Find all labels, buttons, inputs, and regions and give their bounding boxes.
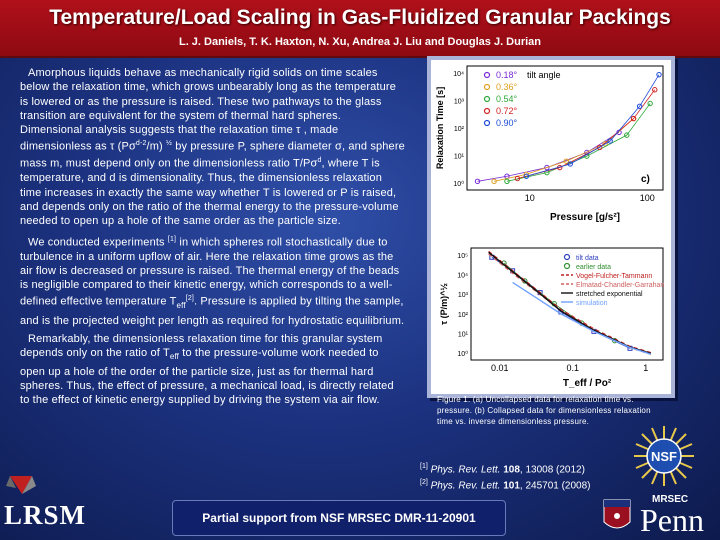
p2-text-a: We conducted experiments — [28, 236, 168, 249]
p1-rest: by pressure P, sphere diameter σ, and sphere mass m, must depend only on the dimensionless ratio T/Pσ — [20, 141, 405, 171]
legend-label: simulation — [576, 300, 608, 307]
x-tick-label: 1 — [643, 363, 649, 373]
authors-line: L. J. Daniels, T. K. Haxton, N. Xu, Andrea J. Liu and Douglas J. Durian — [178, 36, 542, 48]
legend-label: Elmatad-Chandler-Garrahan — [576, 282, 665, 289]
y-axis-label: Relaxation Time [s] — [435, 86, 445, 170]
x-axis-label: Pressure [g/s²] — [549, 212, 621, 223]
p2-text-b: in which spheres roll stochastically due to turbulence in a uniform upflow of air. Here the relaxation time grows as the air flow is decreased or pressure is raised. The thermal energy of the beads is negligible compared to their kinetic energy, which corresponds to a well-defined effective temperature T — [20, 236, 400, 309]
references — [420, 460, 640, 493]
mrsec-label: MRSEC — [652, 494, 689, 505]
data-point — [648, 101, 652, 105]
legend-label: 0.36° — [496, 82, 518, 92]
p3-text-a: Remarkably, the dimensionless relaxation time for this granular system depends only on the ratio of T — [20, 332, 383, 360]
series-connector — [517, 90, 654, 179]
page-title: Temperature/Load Scaling in Gas-Fluidized Granular Packings — [49, 6, 671, 29]
legend-title: tilt angle — [527, 70, 561, 80]
nsf-logo-text: NSF — [651, 449, 677, 464]
p1-text: Amorphous liquids behave as mechanically rigid solids on time scales below the relaxation time, which grows unbearably long as the temperature is lowered or as the pressure is raised. These two pathways to the glass transition are equivalent for the system of thermal hard spheres. Dimensional analysis suggests that the relaxation time τ , made dimensionless as τ (Pσ — [20, 67, 396, 154]
x-tick-label: 0.1 — [566, 363, 580, 373]
p2-sub: eff — [176, 301, 186, 311]
legend-label: Vogel-Fulcher-Tammann — [576, 273, 653, 280]
p1-sup-3: d — [317, 157, 322, 165]
paragraph-1 — [20, 66, 405, 229]
panel-label: c) — [641, 174, 650, 185]
ref-2-vol: 101 — [503, 480, 520, 492]
legend-swatch — [565, 264, 570, 269]
y-tick-label: 10¹ — [453, 153, 464, 161]
p2-sup-2: [2] — [185, 295, 194, 303]
legend-label: 0.90° — [496, 118, 518, 128]
p1-end: , where T is temperature, and d is dimensionality. Thus, the dimensionless relaxation time increases in exactly the same way whether T is lowered or P is raised, and depends only on the ratio of the thermal energy to the pressure-volume needed to open up a hole of the same order as the particle size. — [20, 158, 399, 228]
y-tick-label: 10⁰ — [457, 351, 468, 358]
reference-2 — [420, 476, 640, 492]
y-tick-label: 10³ — [457, 292, 468, 300]
y-tick-label: 10¹ — [457, 331, 468, 339]
series-connector — [526, 75, 659, 177]
series-connector — [507, 104, 650, 182]
ref-1-rest: , 13008 (2012) — [519, 464, 585, 476]
y-axis-label: τ (P/m)^½ — [439, 283, 449, 325]
legend-label: 0.18° — [496, 70, 518, 80]
figure-panel — [427, 56, 675, 398]
legend-label: 0.72° — [496, 106, 518, 116]
legend-swatch — [485, 73, 490, 78]
p1-sup-1: d-2 — [135, 140, 147, 148]
x-tick-label: 100 — [639, 193, 655, 203]
legend-label: earlier data — [576, 264, 612, 271]
body-text — [20, 66, 405, 412]
support-banner: Partial support from NSF MRSEC DMR-11-20901 — [172, 500, 506, 536]
series-line — [489, 252, 651, 353]
legend-swatch — [485, 121, 490, 126]
legend-label: tilt data — [576, 255, 599, 262]
ref-2-journal: Phys. Rev. Lett. — [430, 480, 501, 492]
nsf-logo-icon — [632, 424, 696, 488]
legend-swatch — [485, 85, 490, 90]
reference-1 — [420, 460, 640, 476]
p2-text-c: . Pressure is applied by tilting the sample, and is the projected weight per length as required for hydrostatic equilibrium. — [20, 296, 405, 327]
x-tick-label: 0.01 — [491, 363, 509, 373]
paragraph-2 — [20, 233, 405, 328]
title-bar — [0, 0, 720, 58]
ref-2-rest: , 245701 (2008) — [519, 480, 591, 492]
p3-text-b: to the pressure-volume work needed to open up a hole of the order of the particle size, just as for thermal hard spheres. Thus, the effect of pressure, a mechanical load, is directly related to the effect of kinetic energy supplied by driving the system via air flow. — [20, 347, 394, 407]
p3-sub: eff — [169, 352, 180, 362]
y-tick-label: 10⁵ — [457, 253, 468, 260]
figure-caption: Figure 1. (a) Uncollapsed data for relaxation time vs. pressure. (b) Collapsed data for dimensionless relaxation time vs. inverse dimensionless pressure. — [437, 395, 651, 426]
ref-2-num: [2] — [420, 479, 428, 487]
p1-mid: /m) — [146, 141, 167, 154]
legend-swatch — [485, 97, 490, 102]
x-axis-label: T_eff / Po² — [562, 378, 612, 389]
paragraph-3 — [20, 332, 405, 408]
legend-swatch — [565, 255, 570, 260]
ref-1-journal: Phys. Rev. Lett. — [430, 464, 501, 476]
ref-1-vol: 108 — [503, 464, 520, 476]
y-tick-label: 10⁴ — [453, 71, 464, 78]
lrsm-logo-text: LRSM — [4, 500, 87, 530]
p2-sup-1: [1] — [167, 235, 177, 243]
legend-swatch — [485, 109, 490, 114]
penn-wordmark: Penn — [640, 502, 704, 538]
x-tick-label: 10 — [524, 193, 535, 203]
y-tick-label: 10⁰ — [453, 181, 464, 188]
ref-1-num: [1] — [420, 463, 428, 470]
legend-label: 0.54° — [496, 94, 518, 104]
plot-frame-1 — [471, 248, 663, 360]
figure-svg — [431, 60, 671, 394]
y-tick-label: 10² — [457, 311, 468, 319]
y-tick-label: 10⁴ — [457, 272, 468, 280]
y-tick-label: 10³ — [453, 98, 464, 106]
legend-label: stretched exponential — [576, 291, 643, 298]
y-tick-label: 10² — [453, 126, 464, 133]
p1-sup-2: ½ — [166, 140, 173, 148]
